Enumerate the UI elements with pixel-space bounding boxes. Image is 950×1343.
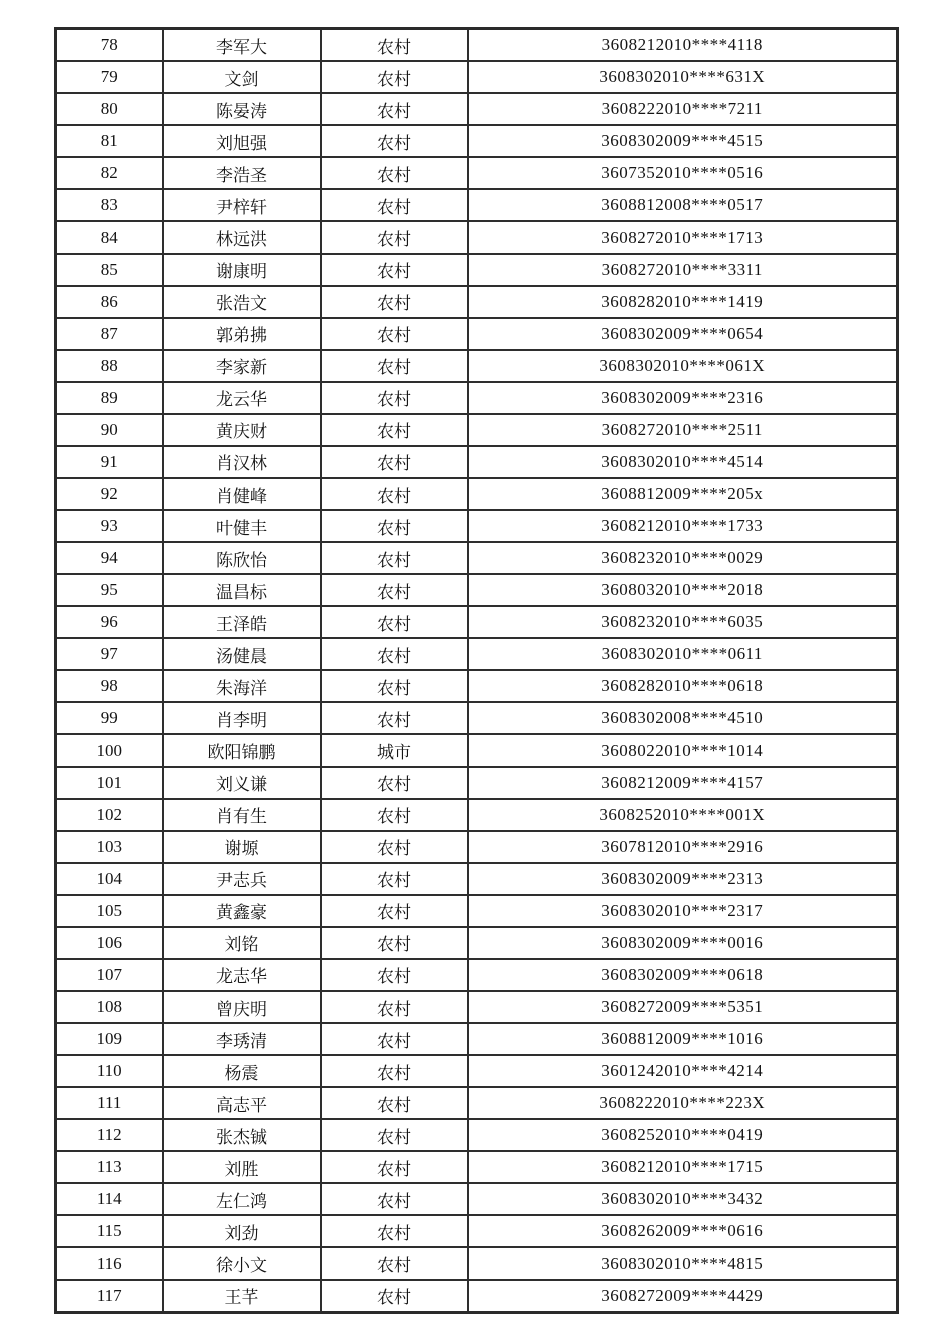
table-row: [56, 895, 898, 927]
name-cell: 郭弟拂: [163, 318, 321, 350]
id-number-cell: 3608252010****0419: [468, 1119, 898, 1151]
row-number-cell: 92: [56, 478, 163, 510]
id-number-cell: 3608262009****0616: [468, 1215, 898, 1247]
id-number-cell: 3608282010****0618: [468, 670, 898, 702]
row-number-cell: 82: [56, 157, 163, 189]
row-number-cell: 89: [56, 382, 163, 414]
id-number-cell: 3608272009****5351: [468, 991, 898, 1023]
name-cell: 曾庆明: [163, 991, 321, 1023]
category-cell: 农村: [321, 350, 468, 382]
row-number-cell: 96: [56, 606, 163, 638]
row-number-cell: 98: [56, 670, 163, 702]
row-number-cell: 87: [56, 318, 163, 350]
row-number-cell: 95: [56, 574, 163, 606]
row-number-cell: 108: [56, 991, 163, 1023]
category-cell: 农村: [321, 318, 468, 350]
row-number-cell: 88: [56, 350, 163, 382]
id-number-cell: 3608032010****2018: [468, 574, 898, 606]
name-cell: 李家新: [163, 350, 321, 382]
row-number-cell: 78: [56, 29, 163, 62]
row-number-cell: 81: [56, 125, 163, 157]
name-cell: 谢塬: [163, 831, 321, 863]
table-row: [56, 1119, 898, 1151]
name-cell: 杨震: [163, 1055, 321, 1087]
id-number-cell: 3608302010****4815: [468, 1247, 898, 1279]
category-cell: 农村: [321, 1215, 468, 1247]
category-cell: 农村: [321, 831, 468, 863]
category-cell: 农村: [321, 767, 468, 799]
id-number-cell: 3608302010****0611: [468, 638, 898, 670]
row-number-cell: 113: [56, 1151, 163, 1183]
category-cell: 农村: [321, 1055, 468, 1087]
name-cell: 徐小文: [163, 1247, 321, 1279]
table-row: [56, 1151, 898, 1183]
id-number-cell: 3608302009****0618: [468, 959, 898, 991]
id-number-cell: 3608302009****0654: [468, 318, 898, 350]
name-cell: 高志平: [163, 1087, 321, 1119]
category-cell: 农村: [321, 125, 468, 157]
row-number-cell: 90: [56, 414, 163, 446]
name-cell: 刘胜: [163, 1151, 321, 1183]
name-cell: 张杰铖: [163, 1119, 321, 1151]
category-cell: 农村: [321, 93, 468, 125]
table-row: [56, 1055, 898, 1087]
category-cell: 农村: [321, 1023, 468, 1055]
id-number-cell: 3608272010****3311: [468, 254, 898, 286]
table-row: [56, 831, 898, 863]
category-cell: 农村: [321, 446, 468, 478]
row-number-cell: 91: [56, 446, 163, 478]
table-row: [56, 254, 898, 286]
table-row: [56, 638, 898, 670]
category-cell: 农村: [321, 638, 468, 670]
table-row: [56, 157, 898, 189]
row-number-cell: 99: [56, 702, 163, 734]
id-number-cell: 3608252010****001X: [468, 799, 898, 831]
id-number-cell: 3608212010****4118: [468, 29, 898, 62]
row-number-cell: 84: [56, 221, 163, 253]
name-cell: 黄庆财: [163, 414, 321, 446]
table-row: [56, 1183, 898, 1215]
table-row: [56, 1215, 898, 1247]
category-cell: 农村: [321, 863, 468, 895]
row-number-cell: 86: [56, 286, 163, 318]
name-cell: 左仁鸿: [163, 1183, 321, 1215]
id-number-cell: 3608812009****1016: [468, 1023, 898, 1055]
row-number-cell: 85: [56, 254, 163, 286]
id-number-cell: 3608302010****3432: [468, 1183, 898, 1215]
id-number-cell: 3608812008****0517: [468, 189, 898, 221]
table-row: [56, 125, 898, 157]
table-row: [56, 1023, 898, 1055]
id-number-cell: 3608302009****0016: [468, 927, 898, 959]
table-row: [56, 670, 898, 702]
category-cell: 农村: [321, 157, 468, 189]
name-cell: 黄鑫豪: [163, 895, 321, 927]
name-cell: 刘劲: [163, 1215, 321, 1247]
table-row: [56, 414, 898, 446]
category-cell: 农村: [321, 895, 468, 927]
row-number-cell: 117: [56, 1280, 163, 1313]
name-cell: 龙云华: [163, 382, 321, 414]
category-cell: 农村: [321, 478, 468, 510]
category-cell: 农村: [321, 542, 468, 574]
row-number-cell: 79: [56, 61, 163, 93]
id-number-cell: 3608212010****1715: [468, 1151, 898, 1183]
table-row: [56, 1280, 898, 1313]
id-number-cell: 3608302010****631X: [468, 61, 898, 93]
category-cell: 农村: [321, 221, 468, 253]
table-row: [56, 318, 898, 350]
name-cell: 李浩圣: [163, 157, 321, 189]
name-cell: 尹梓轩: [163, 189, 321, 221]
row-number-cell: 102: [56, 799, 163, 831]
id-number-cell: 3608302010****4514: [468, 446, 898, 478]
table-row: [56, 542, 898, 574]
id-number-cell: 3608272010****2511: [468, 414, 898, 446]
row-number-cell: 83: [56, 189, 163, 221]
table-row: [56, 767, 898, 799]
id-number-cell: 3601242010****4214: [468, 1055, 898, 1087]
table-row: [56, 799, 898, 831]
category-cell: 农村: [321, 959, 468, 991]
id-number-cell: 3608282010****1419: [468, 286, 898, 318]
row-number-cell: 97: [56, 638, 163, 670]
category-cell: 农村: [321, 1087, 468, 1119]
category-cell: 农村: [321, 670, 468, 702]
id-number-cell: 3608302010****2317: [468, 895, 898, 927]
table-row: [56, 286, 898, 318]
table-row: [56, 93, 898, 125]
table-row: [56, 927, 898, 959]
category-cell: 农村: [321, 414, 468, 446]
row-number-cell: 112: [56, 1119, 163, 1151]
category-cell: 农村: [321, 61, 468, 93]
table-row: [56, 61, 898, 93]
category-cell: 农村: [321, 927, 468, 959]
name-cell: 欧阳锦鹏: [163, 734, 321, 766]
table-row: [56, 189, 898, 221]
row-number-cell: 109: [56, 1023, 163, 1055]
id-number-cell: 3607352010****0516: [468, 157, 898, 189]
id-number-cell: 3608302010****061X: [468, 350, 898, 382]
category-cell: 农村: [321, 574, 468, 606]
category-cell: 农村: [321, 1183, 468, 1215]
category-cell: 农村: [321, 799, 468, 831]
id-number-cell: 3608812009****205x: [468, 478, 898, 510]
row-number-cell: 93: [56, 510, 163, 542]
id-number-cell: 3608302009****4515: [468, 125, 898, 157]
row-number-cell: 114: [56, 1183, 163, 1215]
category-cell: 农村: [321, 286, 468, 318]
name-cell: 王泽皓: [163, 606, 321, 638]
row-number-cell: 110: [56, 1055, 163, 1087]
name-cell: 谢康明: [163, 254, 321, 286]
table-row: [56, 606, 898, 638]
id-number-cell: 3608022010****1014: [468, 734, 898, 766]
id-number-cell: 3607812010****2916: [468, 831, 898, 863]
name-cell: 肖汉林: [163, 446, 321, 478]
row-number-cell: 105: [56, 895, 163, 927]
table-row: [56, 863, 898, 895]
id-number-cell: 3608302009****2316: [468, 382, 898, 414]
category-cell: 农村: [321, 510, 468, 542]
id-number-cell: 3608302009****2313: [468, 863, 898, 895]
category-cell: 农村: [321, 254, 468, 286]
name-cell: 叶健丰: [163, 510, 321, 542]
table-row: [56, 1247, 898, 1279]
id-number-cell: 3608222010****7211: [468, 93, 898, 125]
roster-table-body: [56, 29, 898, 1313]
name-cell: 张浩文: [163, 286, 321, 318]
name-cell: 刘义谦: [163, 767, 321, 799]
table-row: [56, 1087, 898, 1119]
table-row: [56, 350, 898, 382]
table-row: [56, 382, 898, 414]
id-number-cell: 3608232010****6035: [468, 606, 898, 638]
category-cell: 农村: [321, 991, 468, 1023]
category-cell: 农村: [321, 382, 468, 414]
name-cell: 肖有生: [163, 799, 321, 831]
id-number-cell: 3608212010****1733: [468, 510, 898, 542]
name-cell: 李军大: [163, 29, 321, 62]
id-number-cell: 3608232010****0029: [468, 542, 898, 574]
id-number-cell: 3608212009****4157: [468, 767, 898, 799]
name-cell: 林远洪: [163, 221, 321, 253]
row-number-cell: 115: [56, 1215, 163, 1247]
name-cell: 龙志华: [163, 959, 321, 991]
category-cell: 农村: [321, 1119, 468, 1151]
table-row: [56, 446, 898, 478]
category-cell: 农村: [321, 1280, 468, 1313]
name-cell: 肖健峰: [163, 478, 321, 510]
row-number-cell: 116: [56, 1247, 163, 1279]
name-cell: 尹志兵: [163, 863, 321, 895]
table-row: [56, 574, 898, 606]
id-number-cell: 3608302008****4510: [468, 702, 898, 734]
id-number-cell: 3608222010****223X: [468, 1087, 898, 1119]
name-cell: 朱海洋: [163, 670, 321, 702]
table-row: [56, 959, 898, 991]
name-cell: 肖李明: [163, 702, 321, 734]
name-cell: 文剑: [163, 61, 321, 93]
row-number-cell: 107: [56, 959, 163, 991]
category-cell: 城市: [321, 734, 468, 766]
row-number-cell: 104: [56, 863, 163, 895]
table-row: [56, 510, 898, 542]
table-row: [56, 991, 898, 1023]
table-row: [56, 221, 898, 253]
category-cell: 农村: [321, 1151, 468, 1183]
category-cell: 农村: [321, 189, 468, 221]
row-number-cell: 103: [56, 831, 163, 863]
table-row: [56, 478, 898, 510]
row-number-cell: 111: [56, 1087, 163, 1119]
category-cell: 农村: [321, 29, 468, 62]
row-number-cell: 100: [56, 734, 163, 766]
roster-table: [54, 27, 899, 1314]
row-number-cell: 94: [56, 542, 163, 574]
name-cell: 陈晏涛: [163, 93, 321, 125]
row-number-cell: 101: [56, 767, 163, 799]
row-number-cell: 106: [56, 927, 163, 959]
name-cell: 李琇清: [163, 1023, 321, 1055]
table-row: [56, 734, 898, 766]
category-cell: 农村: [321, 702, 468, 734]
name-cell: 王芊: [163, 1280, 321, 1313]
id-number-cell: 3608272009****4429: [468, 1280, 898, 1313]
name-cell: 刘旭强: [163, 125, 321, 157]
row-number-cell: 80: [56, 93, 163, 125]
table-row: [56, 702, 898, 734]
category-cell: 农村: [321, 606, 468, 638]
id-number-cell: 3608272010****1713: [468, 221, 898, 253]
name-cell: 汤健晨: [163, 638, 321, 670]
category-cell: 农村: [321, 1247, 468, 1279]
table-row: [56, 29, 898, 62]
name-cell: 刘铭: [163, 927, 321, 959]
name-cell: 陈欣怡: [163, 542, 321, 574]
name-cell: 温昌标: [163, 574, 321, 606]
